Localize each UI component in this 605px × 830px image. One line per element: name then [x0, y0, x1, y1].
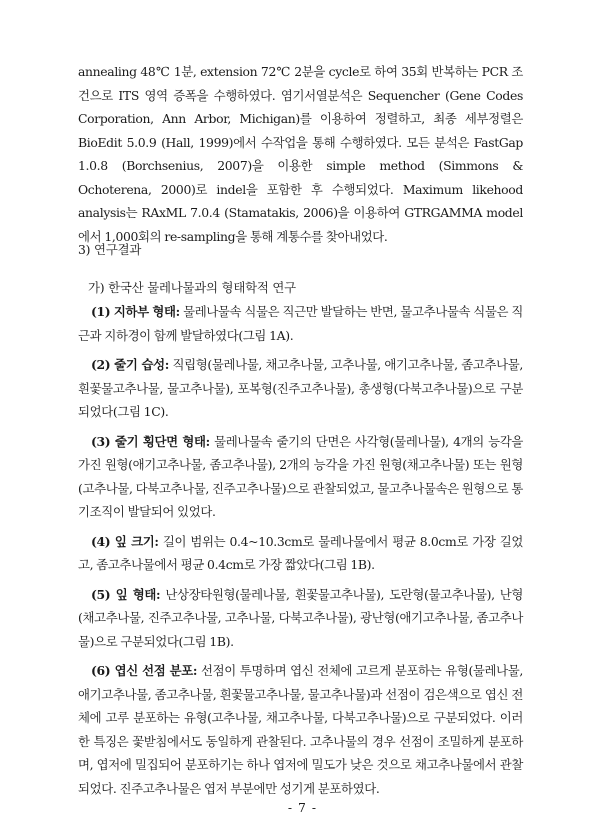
result-text-2: 직립형(물레나물, 채고추나물, 고추나물, 애기고추나물, 좀고추나물, 흰꽃물고추나물, 물고추나물), 포복형(진주고추나물), 총생형(다북고추나물)으로 구분되었다(그림 1C). [78, 357, 523, 419]
result-paragraph-6 [78, 659, 523, 800]
result-paragraph-1 [78, 300, 523, 347]
page-number: - 7 - [287, 800, 318, 815]
result-paragraph-4 [78, 530, 523, 577]
result-paragraph-5 [78, 583, 523, 654]
result-text-1: 물레나물속 식물은 직근만 발달하는 반면, 물고추나물속 식물은 직근과 지하경이 함께 발달하였다(그림 1A). [78, 304, 524, 343]
term-label-5: (5) 잎 형태: [91, 586, 161, 602]
result-paragraph-2 [78, 353, 523, 424]
term-label-6: (6) 엽신 선점 분포: [91, 663, 198, 678]
result-text-6: 선점이 투명하며 엽신 전체에 고르게 분포하는 유형(물레나물, 애기고추나물, 좀고추나물, 흰꽃물고추나물, 물고추나물)과 선점이 검은색으로 엽신 전체에 고루 분포하는 유형(고추나물, 채고추나물, 다북고추나물)으로 구분되었다. 이러한 특징은 꽃받침에서도 동일하게 관찰된다. 고추나물의 경우 선점이 조밀하게 분포하며, 엽저에 밀집되어 분포하기는 하나 엽저에 밀도가 낮은 것으로 채고추나물에서 관찰되었다. 진주고추나물은 엽저 부분에만 성기게 분포하였다. [78, 663, 523, 796]
methods-paragraph [78, 60, 523, 248]
morphology-results [78, 300, 523, 806]
intro-paragraph-text: annealing 48℃ 1분, extension 72℃ 2분을 cycle로 하여 35회 반복하는 PCR 조건으로 ITS 영역 증폭을 수행하였다. 염기서열분석은 Sequencher (Gene Codes Corporation, Ann Arbor, Michigan)를 이용하여 정렬하고, 최종 세부정렬은 BioEdit 5.0.9 (Hall, 1999)에서 수작업을 통해 수행하였다. 모든 분석은 FastGap 1.0.8 (Borchsenius, 2007)을 이용한 simple method (Simmons & Ochoterena, 2000)로 indel을 포함한 후 수행되었다. Maximum likehood analysis는 RAxML 7.0.4 (Stamatakis, 2006)을 이용하여 GTRGAMMA model에서 1,000회의 re-sampling을 통해 계통수를 찾아내었다. [78, 64, 523, 244]
term-label-3: (3) 줄기 횡단면 형태: [91, 433, 210, 449]
result-paragraph-3 [78, 430, 523, 524]
result-text-5: 난상장타원형(물레나물, 흰꽃물고추나물), 도란형(물고추나물), 난형(채고추나물, 진주고추나물, 고추나물, 다북고추나물), 광난형(애기고추나물, 좀고추나물)으로 구분되었다(그림 1B). [78, 586, 523, 649]
result-text-3: 물레나물속 줄기의 단면은 사각형(물레나물), 4개의 능각을 가진 원형(애기고추나물, 좀고추나물), 2개의 능각을 가진 원형(채고추나물) 또는 원형(고추나물, 다북고추나물, 진주고추나물)으로 관찰되었고, 물고추나물속은 원형으로 통기조직이 발달되어 있었다. [78, 433, 523, 519]
term-label-2: (2) 줄기 습성: [91, 357, 169, 372]
section-heading: 3) 연구결과 [78, 242, 142, 257]
term-label-4: (4) 잎 크기: [91, 533, 159, 549]
result-text-4: 길이 범위는 0.4~10.3cm로 물레나물에서 평균 8.0cm로 가장 길었고, 좀고추나물에서 평균 0.4cm로 가장 짧았다(그림 1B). [78, 533, 523, 572]
term-label-1: (1) 지하부 형태: [91, 304, 180, 319]
subsection-heading: 가) 한국산 물레나물과의 형태학적 연구 [88, 280, 296, 295]
